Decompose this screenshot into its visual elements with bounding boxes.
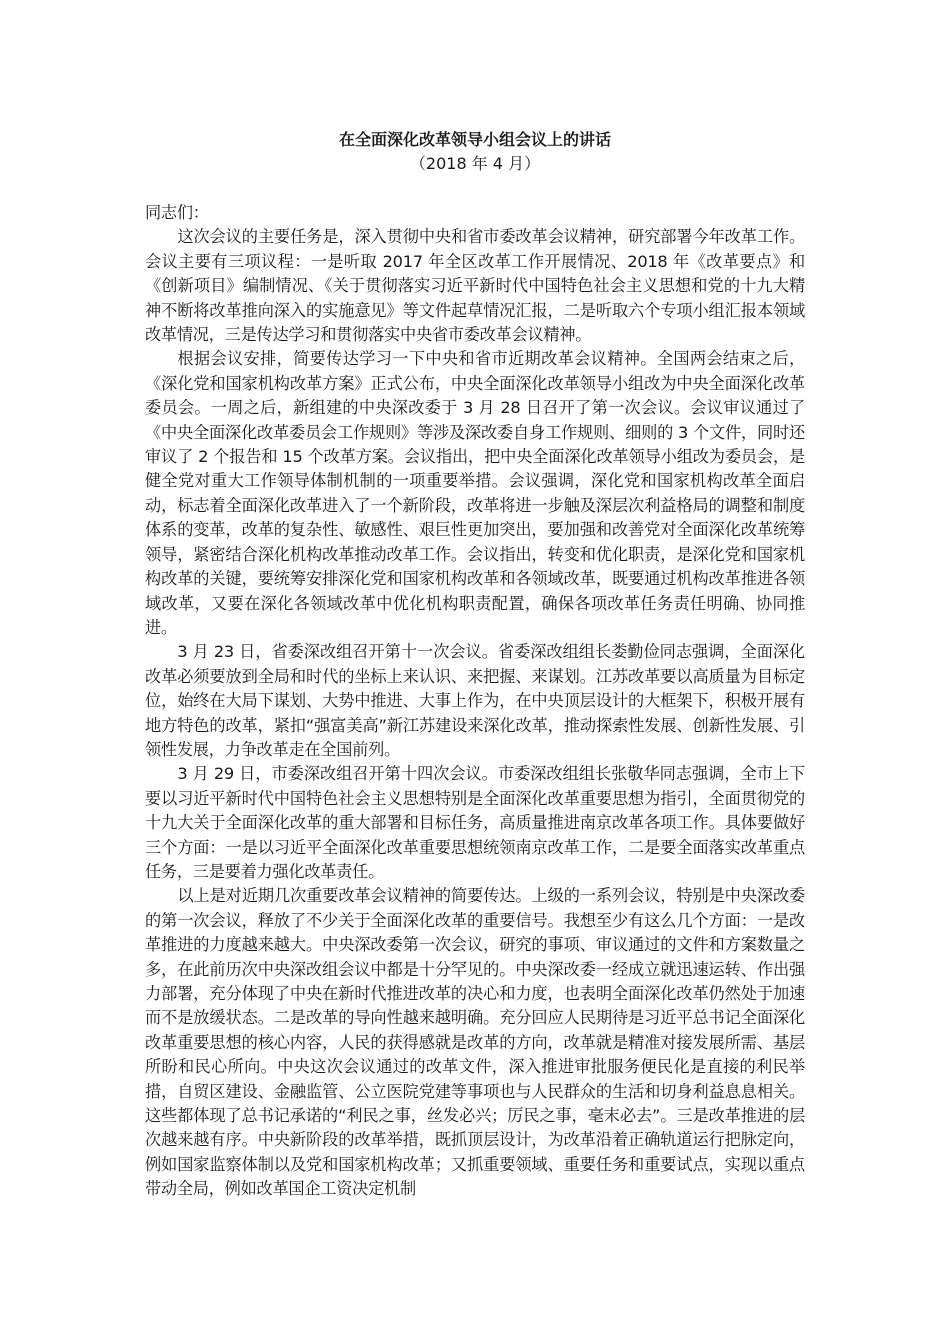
document-date: （2018 年 4 月）	[409, 154, 541, 173]
salutation: 同志们：	[145, 203, 209, 222]
paragraph-1: 这次会议的主要任务是，深入贯彻中央和省市委改革会议精神，研究部署今年改革工作。会议主要有三项议程：一是听取 2017 年全区改革工作开展情况、2018 年《改革要点》和《创新项目》编制情况、《关于贯彻落实习近平新时代中国特色社会主义思想和党的十九大精神不断将改革推向深入的实施意见》等文件起草情况汇报，二是听取六个专项小组汇报本领域改革情况，三是传达学习和贯彻落实中央省市委改革会议精神。	[145, 227, 805, 345]
document-body	[145, 201, 805, 1202]
paragraph-5: 以上是对近期几次重要改革会议精神的简要传达。上级的一系列会议，特别是中央深改委的第一次会议，释放了不少关于全面深化改革的重要信号。我想至少有这么几个方面：一是改革推进的力度越来越大。中央深改委第一次会议，研究的事项、审议通过的文件和方案数量之多，在此前历次中央深改组会议中都是十分罕见的。中央深改委一经成立就迅速运转、作出强力部署，充分体现了中央在新时代推进改革的决心和力度，也表明全面深化改革仍然处于加速而不是放缓状态。二是改革的导向性越来越明确。充分回应人民期待是习近平总书记全面深化改革重要思想的核心内容，人民的获得感就是改革的方向，改革就是精准对接发展所需、基层所盼和民心所向。中央这次会议通过的改革文件，深入推进审批服务便民化是直接的利民举措，自贸区建设、金融监管、公立医院党建等事项也与人民群众的生活和切身利益息息相关。这些都体现了总书记承诺的“利民之事，丝发必兴；厉民之事，毫末必去”。三是改革推进的层次越来越有序。中央新阶段的改革举措，既抓顶层设计，为改革沿着正确轨道运行把脉定向，例如国家监察体制以及党和国家机构改革；又抓重要领域、重要任务和重要试点，实现以重点带动全局，例如改革国企工资决定机制	[145, 886, 805, 1199]
paragraph-3: 3 月 23 日，省委深改组召开第十一次会议。省委深改组组长娄勤俭同志强调，全面深化改革必须要放到全局和时代的坐标上来认识、来把握、来谋划。江苏改革要以高质量为目标定位，始终在大局下谋划、大势中推进、大事上作为，在中央顶层设计的大框架下，积极开展有地方特色的改革，紧扣“强富美高”新江苏建设来深化改革，推动探索性发展、创新性发展、引领性发展，力争改革走在全国前列。	[145, 642, 805, 759]
paragraph-2: 根据会议安排，简要传达学习一下中央和省市近期改革会议精神。全国两会结束之后，《深化党和国家机构改革方案》正式公布，中央全面深化改革领导小组改为中央全面深化改革委员会。一周之后，新组建的中央深改委于 3 月 28 日召开了第一次会议。会议审议通过了《中央全面深化改革委员会工作规则》等涉及深改委自身工作规则、细则的 3 个文件，同时还审议了 2 个报告和 15 个改革方案。会议指出，把中央全面深化改革领导小组改为委员会，是健全党对重大工作领导体制机制的一项重要举措。会议强调，深化党和国家机构改革全面启动，标志着全面深化改革进入了一个新阶段，改革将进一步触及深层次利益格局的调整和制度体系的变革，改革的复杂性、敏感性、艰巨性更加突出，要加强和改善党对全面深化改革统筹领导，紧密结合深化机构改革推动改革工作。会议指出，转变和优化职责，是深化党和国家机构改革的关键，要统筹安排深化党和国家机构改革和各领域改革，既要通过机构改革推进各领域改革，又要在深化各领域改革中优化机构职责配置，确保各项改革任务责任明确、协同推进。	[145, 349, 805, 637]
document-title: 在全面深化改革领导小组会议上的讲话	[338, 130, 611, 149]
paragraph-4: 3 月 29 日，市委深改组召开第十四次会议。市委深改组组长张敬华同志强调，全市上下要以习近平新时代中国特色社会主义思想特别是全面深化改革重要思想为指引，全面贯彻党的十九大关于全面深化改革的重大部署和目标任务，高质量推进南京改革各项工作。具体要做好三个方面：一是以习近平全面深化改革重要思想统领南京改革工作，二是要全面落实改革重点任务，三是要着力强化改革责任。	[145, 764, 805, 881]
